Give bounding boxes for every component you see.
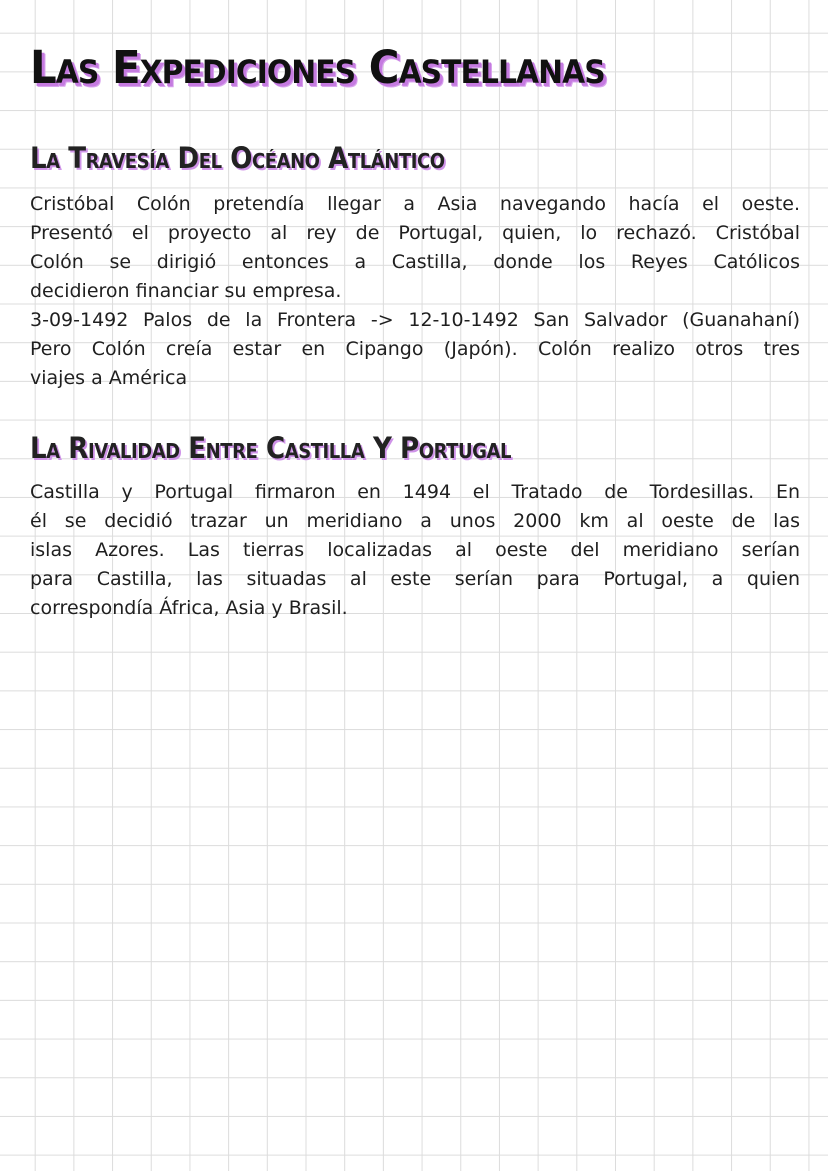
text-line: él se decidió trazar un meridiano a unos 2000 km al oeste de las: [30, 510, 800, 532]
text-line: viajes a América: [30, 367, 188, 389]
text-line: Colón se dirigió entonces a Castilla, donde los Reyes Católicos: [30, 251, 800, 273]
text-line: decidieron financiar su empresa.: [30, 280, 342, 302]
section-heading-atlantic-crossing: La Travesía Del Océano Atlántico: [30, 141, 445, 175]
text-line: Cristóbal Colón pretendía llegar a Asia navegando hacía el oeste.: [30, 193, 800, 215]
text-line: para Castilla, las situadas al este serían para Portugal, a quien: [30, 568, 800, 590]
text-line: islas Azores. Las tierras localizadas al oeste del meridiano serían: [30, 539, 800, 561]
text-line: Presentó el proyecto al rey de Portugal, quien, lo rechazó. Cristóbal: [30, 222, 800, 244]
page-title: Las Expediciones Castellanas: [30, 41, 605, 94]
section-heading-castile-portugal-rivalry: La Rivalidad Entre Castilla Y Portugal: [30, 431, 511, 465]
text-line: Castilla y Portugal firmaron en 1494 el Tratado de Tordesillas. En: [30, 481, 800, 503]
text-line: Pero Colón creía estar en Cipango (Japón). Colón realizo otros tres: [30, 338, 800, 360]
section-body-atlantic-crossing: [30, 190, 800, 393]
text-line: correspondía África, Asia y Brasil.: [30, 597, 348, 619]
text-line: 3-09-1492 Palos de la Frontera -> 12-10-1492 San Salvador (Guanahaní): [30, 309, 800, 331]
section-body-castile-portugal-rivalry: [30, 478, 800, 623]
